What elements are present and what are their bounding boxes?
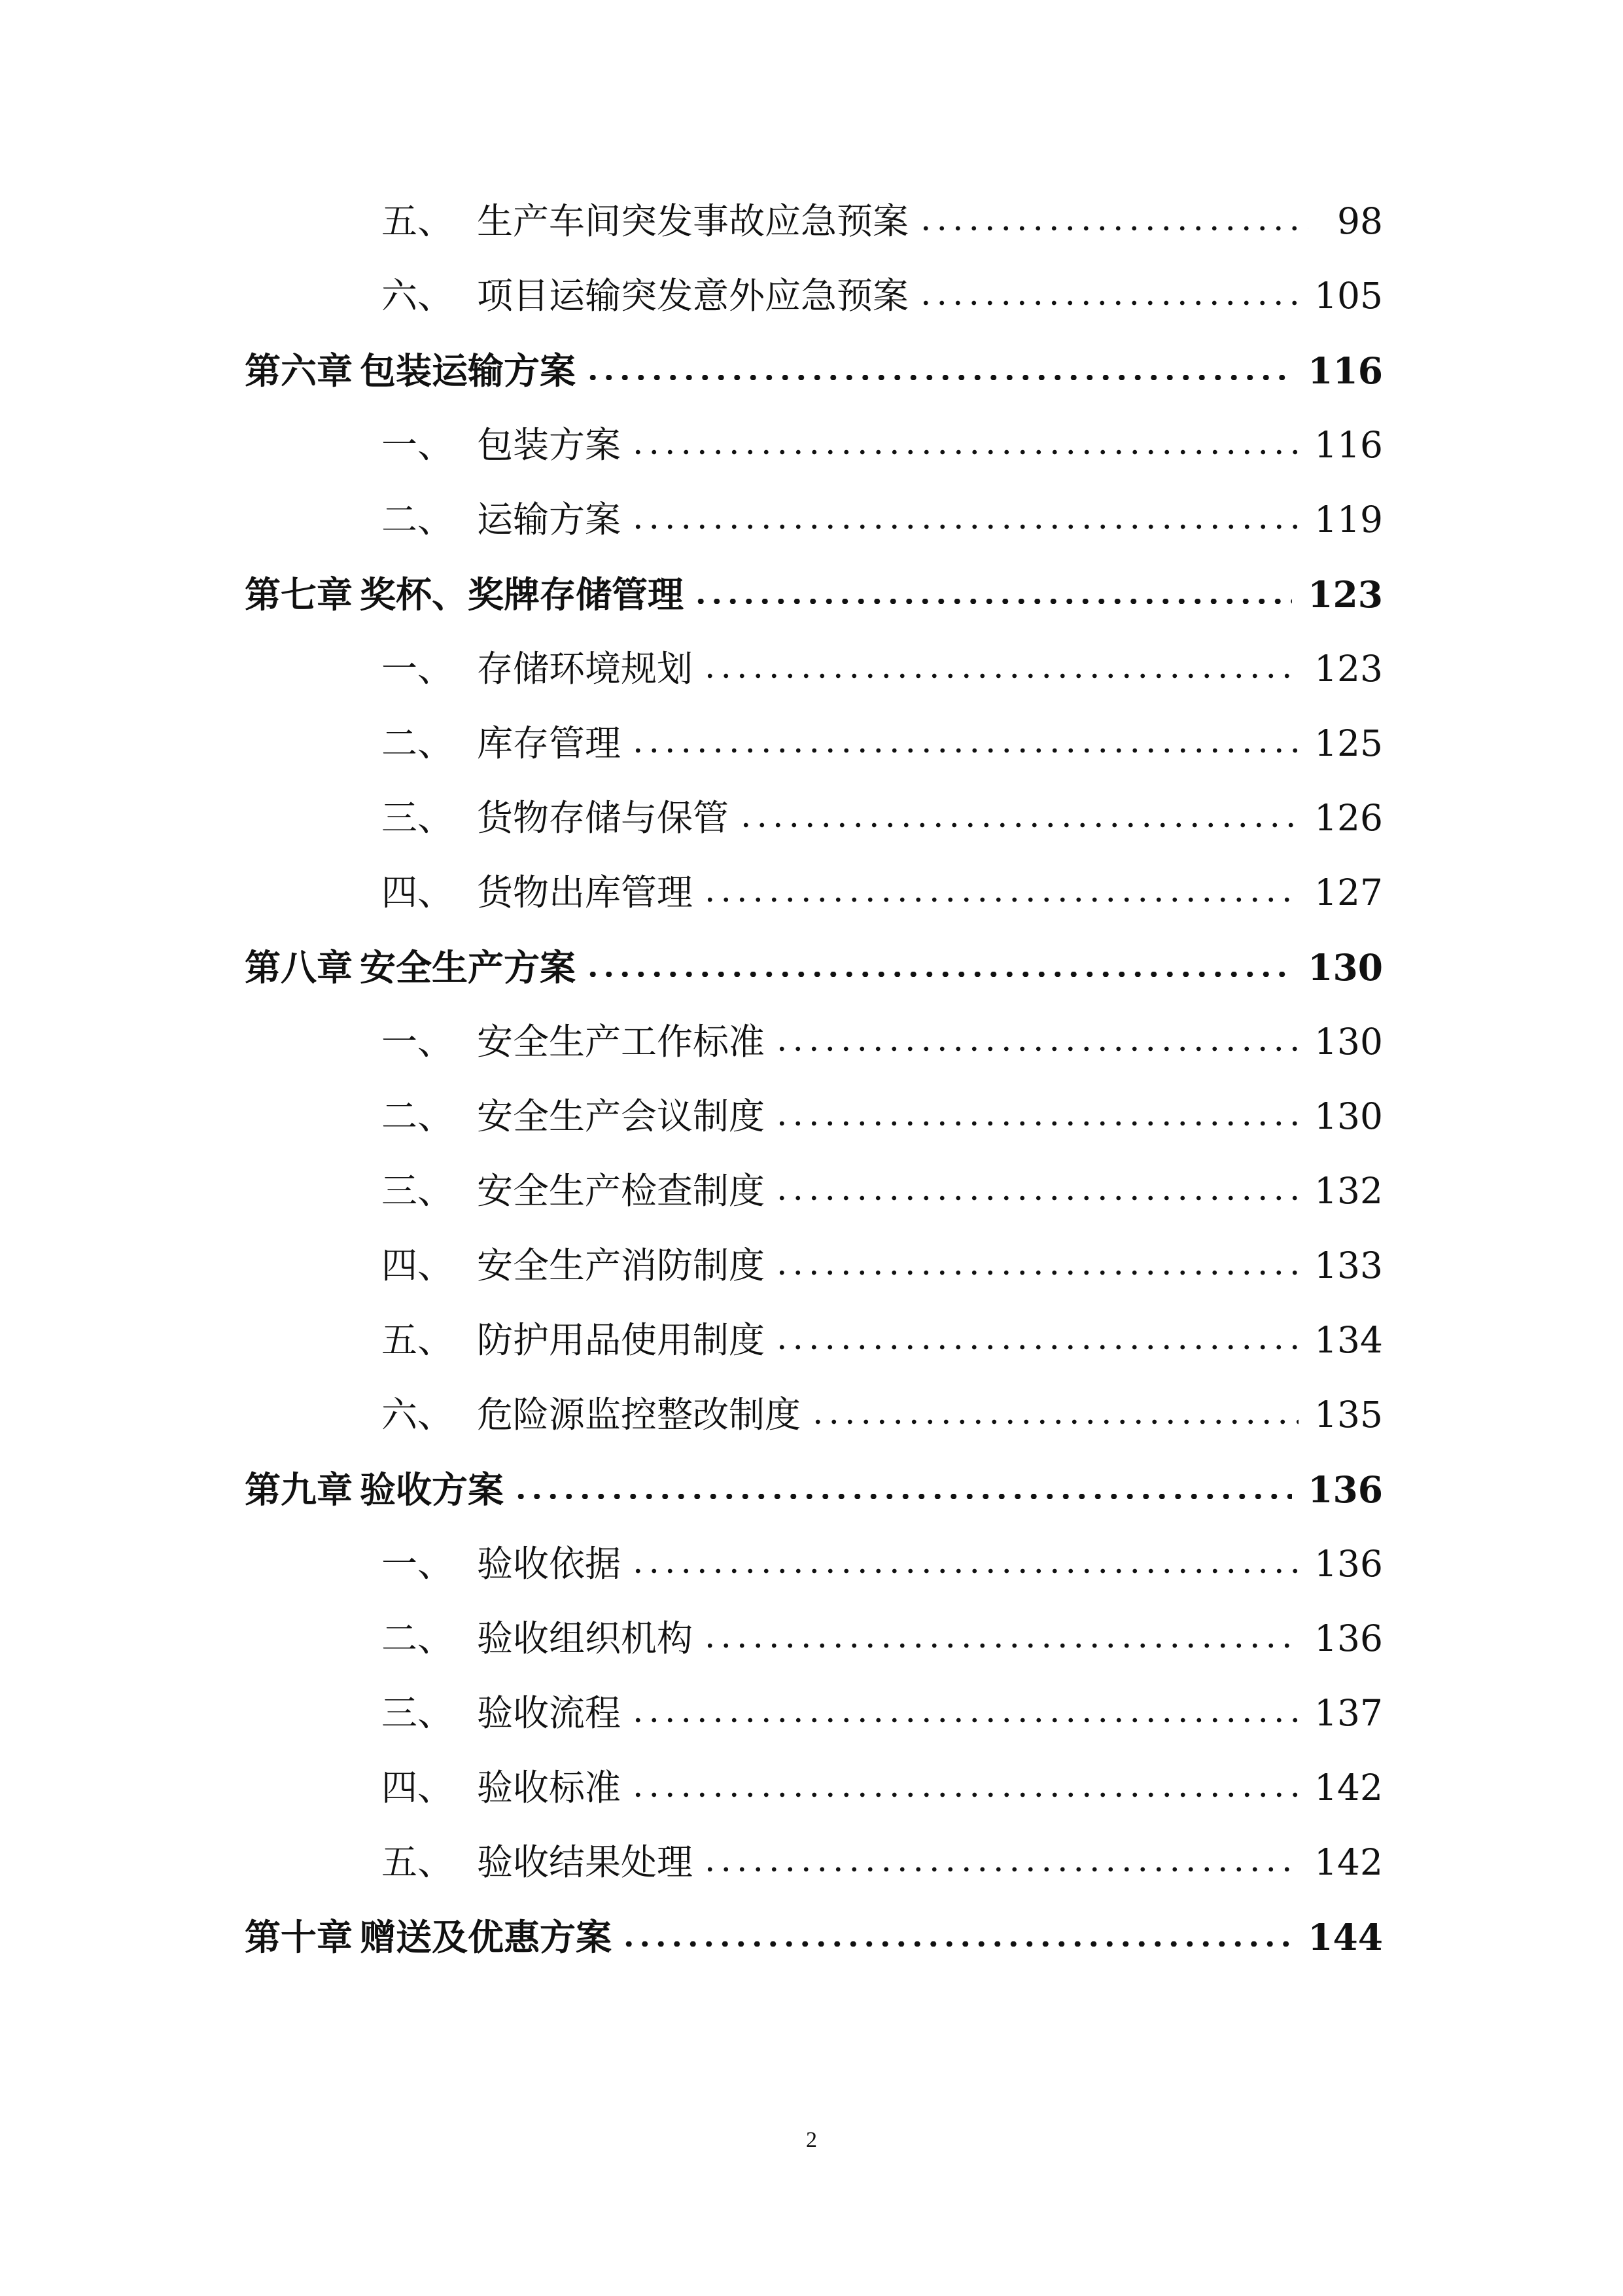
dot-leader <box>810 1419 1299 1424</box>
toc-entry-title: 安全生产工作标准 <box>477 1020 765 1063</box>
toc-entry-title: 赠送及优惠方案 <box>360 1915 612 1958</box>
dot-leader <box>630 1792 1299 1797</box>
dot-leader <box>774 1345 1299 1350</box>
toc-section-entry[interactable] <box>0 631 1623 706</box>
toc-entry-title: 货物出库管理 <box>477 871 693 913</box>
toc-entry-page-number: 135 <box>1314 1393 1383 1436</box>
toc-section-entry[interactable] <box>0 408 1623 482</box>
toc-entry-title: 生产车间突发事故应急预案 <box>477 200 909 242</box>
dot-leader <box>774 1270 1299 1275</box>
dot-leader <box>630 450 1299 455</box>
toc-section-entry[interactable] <box>0 1154 1623 1228</box>
toc-entry-number: 四、 <box>381 1766 454 1809</box>
toc-entry-page-number: 127 <box>1314 871 1383 913</box>
toc-section-entry[interactable] <box>0 1601 1623 1676</box>
dot-leader <box>630 1568 1299 1574</box>
dot-leader <box>630 1718 1299 1723</box>
dot-leader <box>585 972 1292 977</box>
toc-entry-number: 第十章 <box>245 1915 353 1958</box>
toc-entry-number: 第六章 <box>245 349 353 392</box>
toc-entry-number: 一、 <box>381 647 454 690</box>
toc-entry-title: 验收结果处理 <box>477 1841 693 1883</box>
toc-entry-page-number: 136 <box>1308 1468 1383 1511</box>
dot-leader <box>702 897 1299 902</box>
dot-leader <box>513 1494 1292 1499</box>
toc-entry-page-number: 133 <box>1314 1244 1383 1286</box>
dot-leader <box>621 1941 1292 1947</box>
dot-leader <box>702 1867 1299 1872</box>
toc-entry-page-number: 144 <box>1308 1915 1383 1958</box>
toc-chapter-entry[interactable] <box>0 1452 1623 1527</box>
toc-entry-page-number: 136 <box>1314 1617 1383 1659</box>
toc-entry-title: 危险源监控整改制度 <box>477 1393 801 1436</box>
toc-section-entry[interactable] <box>0 706 1623 781</box>
toc-entry-page-number: 136 <box>1314 1542 1383 1585</box>
toc-section-entry[interactable] <box>0 1303 1623 1377</box>
toc-entry-title: 安全生产消防制度 <box>477 1244 765 1286</box>
toc-entry-title: 安全生产方案 <box>360 945 576 989</box>
toc-entry-page-number: 116 <box>1314 423 1383 466</box>
toc-entry-page-number: 126 <box>1314 796 1383 839</box>
toc-entry-page-number: 125 <box>1314 722 1383 764</box>
toc-entry-page-number: 123 <box>1314 647 1383 690</box>
dot-leader <box>918 300 1299 306</box>
toc-entry-title: 包装运输方案 <box>360 349 576 392</box>
toc-chapter-entry[interactable] <box>0 333 1623 408</box>
toc-entry-title: 运输方案 <box>477 498 621 540</box>
toc-entry-number: 一、 <box>381 423 454 466</box>
toc-section-entry[interactable] <box>0 855 1623 930</box>
toc-entry-number: 六、 <box>381 274 454 317</box>
toc-entry-number: 第九章 <box>245 1468 353 1511</box>
toc-entry-number: 五、 <box>381 1841 454 1883</box>
dot-leader <box>702 1643 1299 1648</box>
toc-entry-number: 二、 <box>381 498 454 540</box>
toc-entry-title: 安全生产会议制度 <box>477 1095 765 1137</box>
toc-entry-title: 库存管理 <box>477 722 621 764</box>
page-number: 2 <box>806 2128 817 2152</box>
dot-leader <box>738 822 1299 828</box>
toc-entry-number: 四、 <box>381 1244 454 1286</box>
toc-entry-title: 存储环境规划 <box>477 647 693 690</box>
toc-section-entry[interactable] <box>0 1004 1623 1079</box>
toc-entry-title: 验收标准 <box>477 1766 621 1809</box>
dot-leader <box>630 748 1299 753</box>
toc-entry-title: 货物存储与保管 <box>477 796 729 839</box>
toc-section-entry[interactable] <box>0 1079 1623 1154</box>
toc-entry-page-number: 98 <box>1337 200 1383 242</box>
toc-entry-page-number: 142 <box>1314 1766 1383 1809</box>
toc-entry-page-number: 137 <box>1314 1691 1383 1734</box>
toc-entry-page-number: 132 <box>1314 1169 1383 1212</box>
toc-section-entry[interactable] <box>0 1676 1623 1750</box>
toc-entry-number: 第七章 <box>245 573 353 616</box>
toc-entry-number: 三、 <box>381 1169 454 1212</box>
toc-entry-title: 奖杯、奖牌存储管理 <box>360 573 684 616</box>
toc-entry-title: 防护用品使用制度 <box>477 1318 765 1361</box>
dot-leader <box>630 524 1299 529</box>
toc-section-entry[interactable] <box>0 258 1623 333</box>
toc-section-entry[interactable] <box>0 1825 1623 1899</box>
toc-entry-title: 包装方案 <box>477 423 621 466</box>
toc-entry-page-number: 130 <box>1314 1095 1383 1137</box>
toc-entry-page-number: 116 <box>1308 349 1383 392</box>
dot-leader <box>702 673 1299 679</box>
toc-entry-page-number: 134 <box>1314 1318 1383 1361</box>
toc-entry-number: 二、 <box>381 1617 454 1659</box>
dot-leader <box>774 1195 1299 1201</box>
toc-section-entry[interactable] <box>0 482 1623 557</box>
toc-entry-number: 四、 <box>381 871 454 913</box>
toc-section-entry[interactable] <box>0 1527 1623 1601</box>
dot-leader <box>774 1046 1299 1051</box>
toc-section-entry[interactable] <box>0 1377 1623 1452</box>
dot-leader <box>774 1121 1299 1126</box>
toc-entry-title: 验收依据 <box>477 1542 621 1585</box>
toc-entry-page-number: 105 <box>1314 274 1383 317</box>
toc-chapter-entry[interactable] <box>0 1899 1623 1974</box>
toc-entry-title: 项目运输突发意外应急预案 <box>477 274 909 317</box>
toc-entry-number: 一、 <box>381 1542 454 1585</box>
toc-chapter-entry[interactable] <box>0 930 1623 1004</box>
table-of-contents <box>0 184 1623 1974</box>
toc-chapter-entry[interactable] <box>0 557 1623 631</box>
dot-leader <box>585 375 1292 380</box>
toc-entry-number: 六、 <box>381 1393 454 1436</box>
toc-entry-number: 五、 <box>381 1318 454 1361</box>
toc-entry-number: 第八章 <box>245 945 353 989</box>
toc-entry-number: 二、 <box>381 722 454 764</box>
toc-entry-page-number: 130 <box>1308 945 1383 989</box>
toc-entry-page-number: 123 <box>1308 573 1383 616</box>
toc-entry-number: 五、 <box>381 200 454 242</box>
toc-entry-page-number: 130 <box>1314 1020 1383 1063</box>
toc-entry-number: 三、 <box>381 1691 454 1734</box>
toc-entry-page-number: 119 <box>1314 498 1383 540</box>
toc-entry-number: 二、 <box>381 1095 454 1137</box>
dot-leader <box>918 226 1308 231</box>
toc-section-entry[interactable] <box>0 1750 1623 1825</box>
toc-section-entry[interactable] <box>0 1228 1623 1303</box>
toc-entry-number: 三、 <box>381 796 454 839</box>
toc-entry-number: 一、 <box>381 1020 454 1063</box>
toc-section-entry[interactable] <box>0 184 1623 258</box>
toc-entry-title: 验收方案 <box>360 1468 504 1511</box>
toc-entry-title: 安全生产检查制度 <box>477 1169 765 1212</box>
dot-leader <box>693 599 1292 604</box>
toc-entry-page-number: 142 <box>1314 1841 1383 1883</box>
toc-section-entry[interactable] <box>0 781 1623 855</box>
toc-entry-title: 验收流程 <box>477 1691 621 1734</box>
toc-entry-title: 验收组织机构 <box>477 1617 693 1659</box>
